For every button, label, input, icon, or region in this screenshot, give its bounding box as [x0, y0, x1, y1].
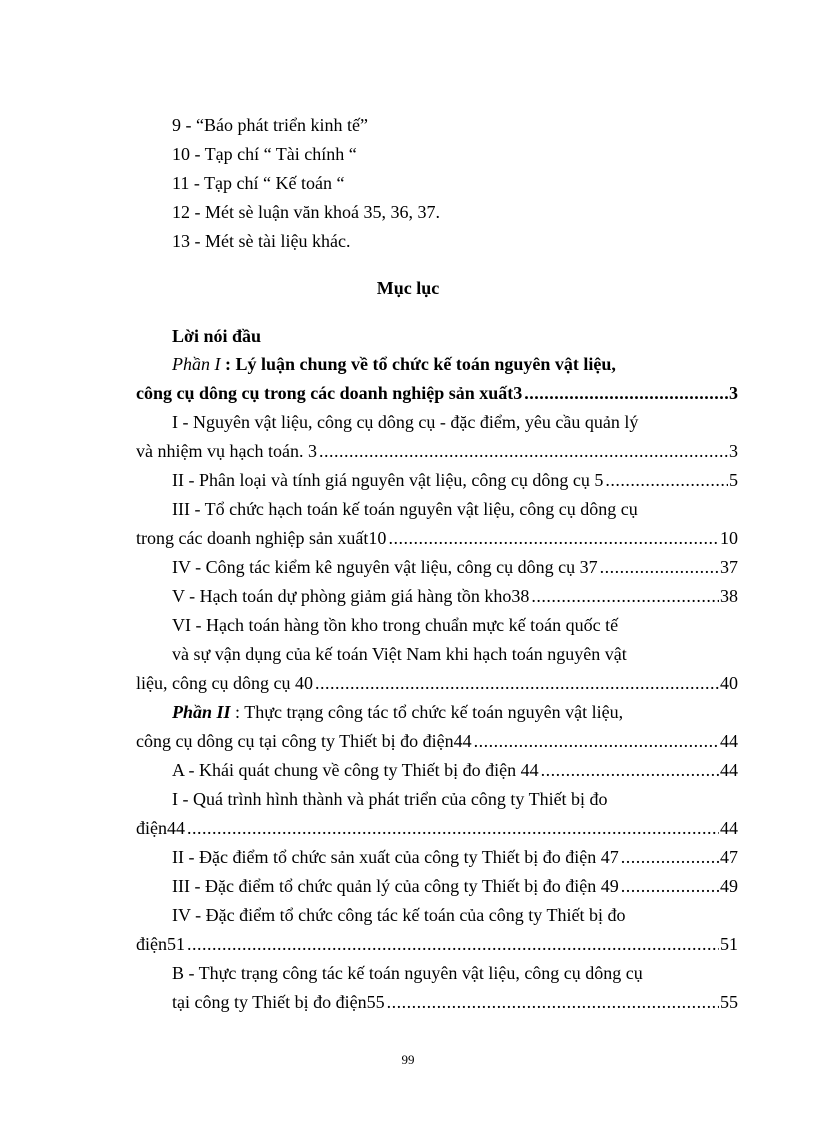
toc-entry-line: IV - Đặc điểm tổ chức công tác kế toán của công ty Thiết bị đo	[172, 905, 626, 925]
toc-page-number: 3	[729, 441, 738, 461]
toc-entry	[136, 382, 738, 404]
toc-page-number: 10	[720, 528, 738, 548]
toc-page-number: 47	[720, 847, 738, 867]
toc-entry-text: và nhiệm vụ hạch toán. 3	[136, 441, 317, 461]
leader-dots	[524, 382, 728, 404]
toc-entry-text: điện44	[136, 818, 185, 838]
toc-page-number: 44	[720, 818, 738, 838]
leader-dots	[319, 440, 728, 462]
toc-entry-line: VI - Hạch toán hàng tồn kho trong chuẩn mực kế toán quốc tế	[172, 615, 619, 635]
toc-entry-line: I - Nguyên vật liệu, công cụ dông cụ - đặc điểm, yêu cầu quản lý	[172, 412, 639, 432]
part1-title-line2: công cụ dông cụ trong các doanh nghiệp sản xuất3	[136, 383, 523, 403]
leader-dots	[531, 585, 719, 607]
toc-entry-text: liệu, công cụ dông cụ 40	[136, 673, 313, 693]
part1-title-line1: : Lý luận chung về tổ chức kế toán nguyên vật liệu,	[220, 354, 616, 374]
toc-entry	[172, 556, 738, 578]
toc-entry	[136, 672, 738, 694]
toc-entry	[136, 440, 738, 462]
toc-entry	[172, 585, 738, 607]
reference-item: 12 - Mét sè luận văn khoá 35, 36, 37.	[172, 202, 440, 222]
toc-page-number: 44	[720, 760, 738, 780]
leader-dots	[621, 875, 719, 897]
toc-entry	[136, 817, 738, 839]
reference-item: 13 - Mét sè tài liệu khác.	[172, 231, 351, 251]
toc-entry-text: điện51	[136, 934, 185, 954]
part2-title-line2: công cụ dông cụ tại công ty Thiết bị đo điện44	[136, 731, 472, 751]
toc-entry-text: IV - Công tác kiểm kê nguyên vật liệu, công cụ dông cụ 37	[172, 557, 598, 577]
toc-page-number: 40	[720, 673, 738, 693]
reference-item: 10 - Tạp chí “ Tài chính “	[172, 144, 357, 164]
toc-title: Mục lục	[376, 278, 440, 298]
toc-entry	[136, 933, 738, 955]
leader-dots	[388, 527, 719, 549]
toc-part2-title	[172, 701, 623, 723]
toc-entry-text: V - Hạch toán dự phòng giảm giá hàng tồn kho38	[172, 586, 530, 606]
part1-label: Phần I	[172, 354, 221, 374]
toc-page-number: 55	[720, 992, 738, 1012]
leader-dots	[600, 556, 719, 578]
toc-entry-text: tại công ty Thiết bị đo điện55	[172, 992, 385, 1012]
part2-title-line1: : Thực trạng công tác tổ chức kế toán nguyên vật liệu,	[230, 702, 624, 722]
toc-entry	[172, 469, 738, 491]
toc-entry-line: và sự vận dụng của kế toán Việt Nam khi hạch toán nguyên vật	[172, 644, 627, 664]
toc-entry-line: III - Tổ chức hạch toán kế toán nguyên vật liệu, công cụ dông cụ	[172, 499, 638, 519]
leader-dots	[605, 469, 728, 491]
toc-entry	[172, 846, 738, 868]
toc-entry-text: II - Đặc điểm tổ chức sản xuất của công ty Thiết bị đo điện 47	[172, 847, 619, 867]
toc-part1-title	[172, 353, 616, 375]
toc-page-number: 51	[720, 934, 738, 954]
toc-entry-text: III - Đặc điểm tổ chức quản lý của công ty Thiết bị đo điện 49	[172, 876, 619, 896]
leader-dots	[474, 730, 719, 752]
toc-entry-text: II - Phân loại và tính giá nguyên vật liệu, công cụ dông cụ 5	[172, 470, 604, 490]
toc-entry	[172, 991, 738, 1013]
toc-page-number: 44	[720, 731, 738, 751]
toc-entry	[136, 730, 738, 752]
reference-item: 11 - Tạp chí “ Kế toán “	[172, 173, 345, 193]
toc-entry	[136, 527, 738, 549]
toc-entry	[172, 875, 738, 897]
toc-page-number: 3	[729, 383, 738, 403]
toc-preface: Lời nói đầu	[172, 326, 262, 346]
toc-entry-text: A - Khái quát chung về công ty Thiết bị đo điện 44	[172, 760, 539, 780]
part2-label: Phần II	[172, 702, 231, 722]
leader-dots	[315, 672, 719, 694]
toc-entry-text: trong các doanh nghiệp sản xuất10	[136, 528, 387, 548]
leader-dots	[541, 759, 719, 781]
reference-item: 9 - “Báo phát triển kinh tế”	[172, 115, 368, 135]
page-number: 99	[401, 1052, 415, 1067]
toc-entry-line: B - Thực trạng công tác kế toán nguyên vật liệu, công cụ dông cụ	[172, 963, 643, 983]
toc-page-number: 37	[720, 557, 738, 577]
toc-page-number: 38	[720, 586, 738, 606]
leader-dots	[187, 817, 719, 839]
leader-dots	[187, 933, 719, 955]
toc-page-number: 5	[729, 470, 738, 490]
toc-entry-line: I - Quá trình hình thành và phát triển của công ty Thiết bị đo	[172, 789, 608, 809]
leader-dots	[621, 846, 719, 868]
leader-dots	[387, 991, 719, 1013]
toc-page-number: 49	[720, 876, 738, 896]
toc-entry	[172, 759, 738, 781]
